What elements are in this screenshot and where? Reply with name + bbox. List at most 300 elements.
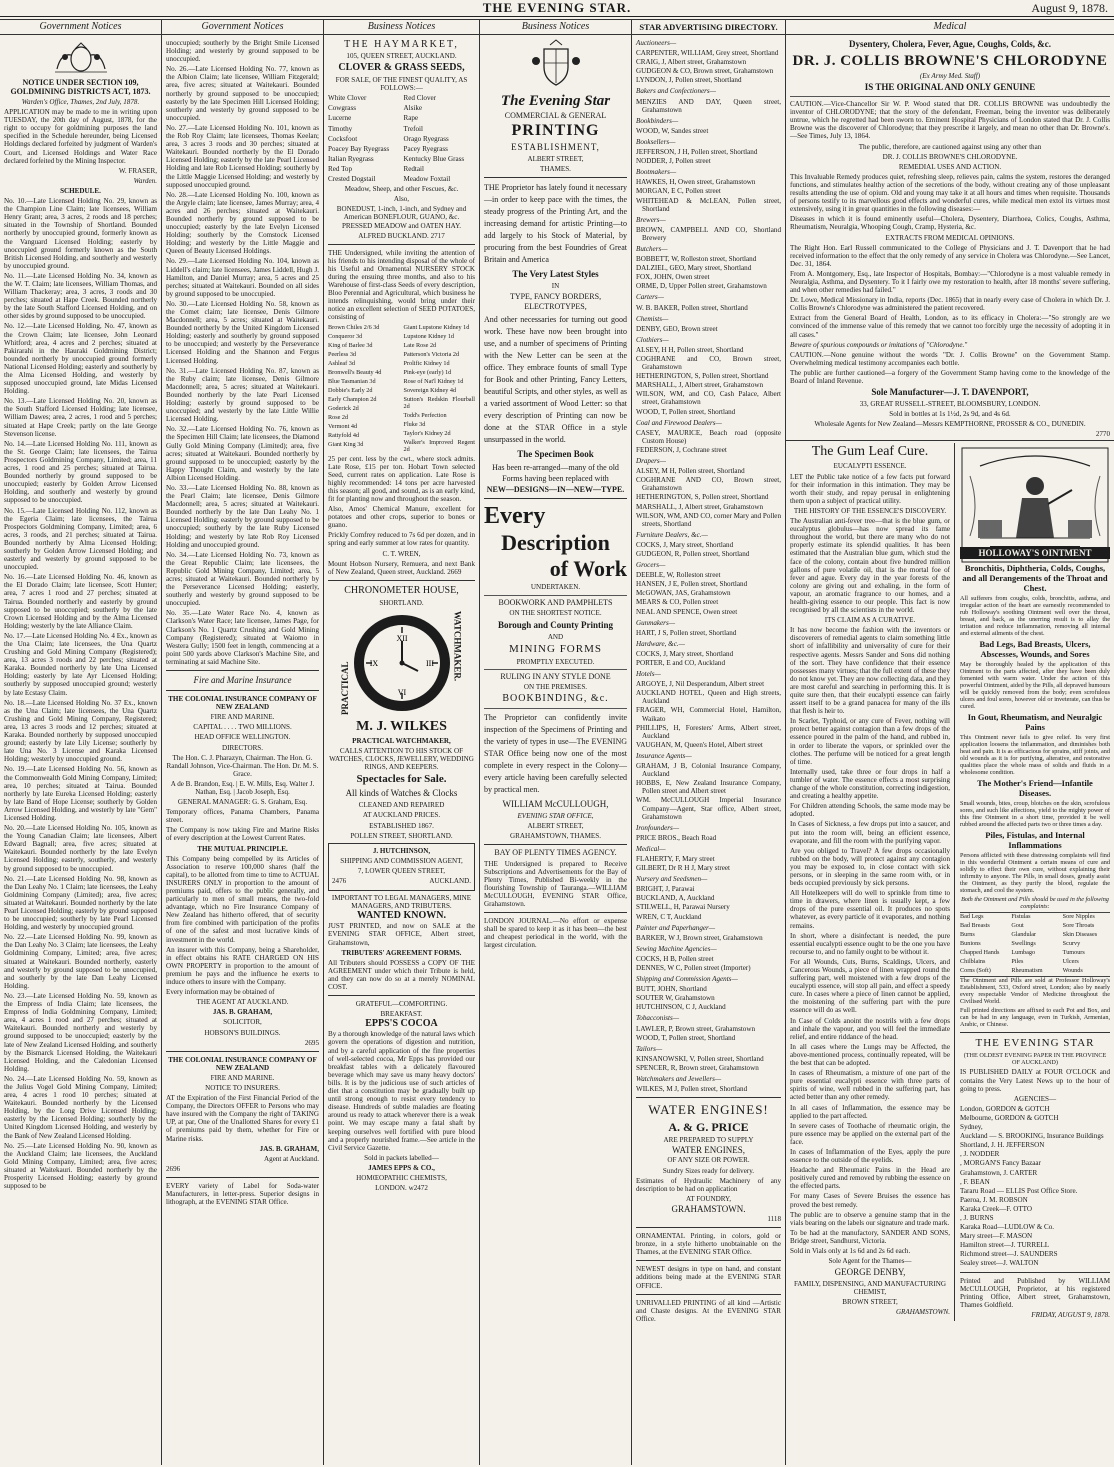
- seed-name: Cowgrass: [328, 104, 356, 113]
- seed-body-4: Prickly Comfrey reduced to 7s 6d per dozen, and in spring and early summer at low rates for quantity.: [328, 531, 475, 548]
- schedule-item: No. 19.—Late Licensed Holding No. 56, known as the Commonwealth Gold Mining Company, Limited; area, 10 perches; situated at Tairua. Bounded northerly by late Eureka Licensed Holding; easterly by late Band of Hope License; southerly by Golden Arrow Licensed Holding, and westerly by late "Gem" Licensed Holding.: [4, 765, 157, 822]
- directory-entry: MEARS & CO, Pollen street: [636, 598, 719, 607]
- complaint-item: Chilblains: [960, 958, 986, 966]
- complaint-item: Burns: [960, 931, 975, 939]
- gum-body-2: The Australian anti-fever tree—that is the blue gum, or eucalyptus globulus—has now spread its fame throughout the world, but there are many who do not properly estimate its splendid qualities. It has been estimated that the Australian blue gum, which stud the face of the colony, contain about five hundred million gallons of pure volatile oil, that is the mortal foe of fever and ague. Every day in the year forests of the colony are giving out and exhaling, in the form of vapour, an aromatic fragrance to our homes, and a health-giving essence to our people. This fact is now recognised by all the scientists in the world.: [790, 517, 950, 615]
- insurance-capital: CAPITAL . . . . TWO MILLIONS.: [193, 723, 292, 732]
- beware: Beware of spurious compounds or imitations of "Chlorodyne.": [790, 340, 968, 349]
- extract-3: Dr. Lowe, Medical Missionary in India, reports (Dec. 1865) that in nearly every case of Cholera in which Dr. J. Collis Browne's Chlorodyne was administered the patient recovered.: [790, 296, 1110, 313]
- seed-name: Rape: [403, 114, 419, 123]
- directory-entry: HANSEN, J E, Pollen street, Shortland: [636, 580, 748, 589]
- insurance-sub: FIRE AND MARINE.: [210, 713, 275, 722]
- directory-entry: DENBY, GEO, Brown street: [636, 324, 718, 333]
- directory-entry: DEEBLE, W, Rolleston street: [636, 571, 721, 580]
- directory-category: Painter and Paperhanger—: [636, 923, 716, 932]
- directory-category: Bootmakers—: [636, 168, 677, 177]
- seed-name: Trefoil: [403, 124, 423, 133]
- agency-item: , J. NODDER: [960, 1150, 1000, 1159]
- gum-leaf-ad: [790, 443, 955, 1321]
- insurance-title: THE COLONIAL INSURANCE COMPANY OF NEW ZEALAND: [168, 695, 317, 712]
- gum-body-14: In cases of Rheumatism, a mixture of one part of the pure essential eucalypti essence with three parts of spirits of wine, well rubbed in the suffering part, has acted better than any other remedy.: [790, 1069, 950, 1102]
- directory-entry: ORME, D, Upper Pollen street, Grahamstown: [636, 282, 767, 291]
- potato-item: Sutton's Redskin Flourball 2d: [403, 395, 475, 410]
- directory-entry: DENNES, W C, Pollen street (Importer): [636, 964, 751, 972]
- clock-icon: [350, 611, 454, 715]
- potato-item: Vermont 4d: [328, 422, 358, 430]
- head-office: HEAD OFFICE WELLINGTON.: [194, 733, 291, 742]
- agency-item: , J. BURNS: [960, 1213, 994, 1222]
- sole-manufacturer: Sole Manufacturer—J. T. DAVENPORT,: [871, 387, 1029, 398]
- schedule-item: No. 20.—Late Licensed Holding No. 105, known as the Young Canadian Claim; late licensees, Albert Edward Bagnall; area, five acres; situated at Waitekauri. Bounded northerly by the late Evelyn Licensed Holding; easterly, southerly, and westerly by ground supposed to be unoccupied.: [4, 824, 157, 873]
- denby-name: GEORGE DENBY,: [834, 1267, 906, 1278]
- column-medical: [786, 19, 1114, 1465]
- svg-text:VI: VI: [397, 687, 406, 697]
- directory-entry: GUDGEON & CO, Brown street, Grahamstown: [636, 67, 774, 76]
- seed-body-3: Also, Amos' Chemical Manure, excellent for potatoes and other crops, superior to bones or guano.: [328, 505, 475, 530]
- complaint-item: Gout: [1011, 922, 1024, 930]
- complaint-item: Fistulas: [1011, 913, 1031, 921]
- directory-entry: SOUTER W, Grahamstown: [636, 994, 715, 1003]
- schedule-item: No. 32.—Late Licensed Holding No. 76, known as the Specimen Hill Claim; late licensees, the Diamond Gully Gold Mining Company (Limited); area, five acres; situated at Waitekauri. Bounded northerly by ground supposed to be unoccupied; easterly by the Happy Thought Claim, and westerly by the late Albion Licensed Holding.: [166, 425, 319, 482]
- holloway-banner: HOLLOWAY'S OINTMENT: [960, 547, 1110, 559]
- agency-item: , MORGAN'S Fancy Bazaar: [960, 1159, 1041, 1168]
- cleaned: CLEANED AND REPAIRED: [358, 801, 445, 810]
- gum-body: LET the Public take notice of a few facts put forward for their information in this intimation. They may be worth their study, and repay perusal in enlightening them upon a subject of practical utility.: [790, 472, 950, 505]
- gum-body-13: In all cases where the Lungs may be Affected, the above-mentioned process, continually repeated, will be the best that can be adopted.: [790, 1042, 950, 1068]
- agent-address: HOBSON'S BUILDINGS.: [204, 1028, 281, 1037]
- extract-2: From A. Montgomery, Esq., late Inspector of Hospitals, Bombay:—"Chlorodyne is a most valuable remedy in Neuralgia, Asthma, and Dysentery. To it I fairly owe my restoration to health, after 18 months' severe suffering, and when other remedies had failed.": [790, 269, 1110, 295]
- evening-star-nameplate: The Evening Star: [500, 93, 611, 109]
- hutchinson-footer: 2476 AUCKLAND.: [332, 876, 471, 885]
- price-body-2: WATER ENGINES,: [672, 1145, 745, 1156]
- bay-of-plenty-body: THE Undersigned is prepared to Receive Subscriptions and Advertisements for the Bay of Plenty Times, Published Bi-weekly in the flourishing Township of Tauranga.—WILLIAM McCULLOUGH, EVENING STAR Office, Grahamstown.: [484, 859, 627, 908]
- directory-entry: HETHERINGTON, S, Pollen street, Shortland: [636, 372, 769, 381]
- schedule-item: unoccupied; southerly by the Bright Smile Licensed Holding; and westerly by ground supposed to be unoccupied.: [166, 39, 319, 64]
- directory-entry: GUDGEON, R, Pollen street, Shortland: [636, 549, 750, 558]
- of-work-heading: of Work: [549, 556, 627, 582]
- potato-item: Rose of Nat'l Kidney 1d: [403, 377, 464, 385]
- shortest-notice: ON THE SHORTEST NOTICE.: [509, 608, 602, 617]
- star-office: EVENING STAR OFFICE,: [517, 812, 594, 821]
- complaint-item: Ulcers: [1062, 958, 1079, 966]
- notice-body: APPLICATION may be made to me in writing upon TUESDAY, the 20th day of August, 1878, for the right to occupy for goldmining purposes the land specified in the Schedule hereunder, being Licensed Holdings declared forfeited by judgment of Warden's Court, and Licensed Holdings and Water Race declared forfeited by the Mining Inspector.: [4, 108, 157, 165]
- directory-entry: WREN, C T, Auckland: [636, 912, 702, 921]
- agency-item: London, GORDON & GOTCH: [960, 1104, 1050, 1113]
- bronchitis-body: All sufferers from coughs, colds, bronchitis, asthma, and irregular action of the heart are earnestly recommended to rub Holloway's soothing Ointment well over the throat, breast, and back, as the unerring result is to allay the irritation and reduce inflammation, removing all internal and external ailments of the chest.: [960, 595, 1110, 638]
- star-body: IS PUBLISHED DAILY at FOUR O'CLOCK and contains the Very Latest News up to the hour of going to press.: [960, 1068, 1110, 1093]
- extracts-heading: EXTRACTS FROM MEDICAL OPINIONS.: [885, 233, 1015, 242]
- insurance-title-2: THE COLONIAL INSURANCE COMPANY OF NEW ZEALAND: [168, 1055, 317, 1072]
- schedule-heading: SCHEDULE.: [60, 186, 101, 195]
- directory-entry: COGHRANE and CO, Brown street, Grahamstown: [636, 355, 781, 372]
- complaint-item: Sore Throats: [1062, 922, 1095, 930]
- agency-item: Melbourne, GORDON & GOTCH: [960, 1113, 1059, 1122]
- borough-county: Borough and County Printing: [497, 619, 614, 630]
- seed-name: Lucerne: [328, 114, 352, 123]
- bad-legs-body: May be thoroughly healed by the application of this Ointment to the parts affected, after they have been duly fomented with warm water. Under the action of this powerful Ointment, aided by the Pills, all depraved humours will be quickly removed from the body; even scrofulous ulcers and foul sores, however old or inveterate, can thus be cured.: [960, 661, 1110, 711]
- warden-signature: W. FRASER,: [118, 166, 157, 175]
- directory-category: Coal and Firewood Dealers—: [636, 418, 722, 427]
- dysentery-heading: Dysentery, Cholera, Fever, Ague, Coughs, Colds, &c.: [849, 39, 1051, 49]
- schedule-item: No. 14.—Late Licensed Holding No. 111, known as the St. George Claim; late licensees, the Tairua Prospectors Goldmining Company, Limited; area, 11 acres, 1 rood and 25 perches; situated at Tairua. Bounded northerly by ground supposed to be unoccupied; easterly by Golden Arrow Licensed Holding, and southerly and westerly by ground supposed to be unoccupied.: [4, 439, 157, 505]
- hutchinson-name: J. HUTCHINSON,: [372, 846, 431, 855]
- gum-body-4: In Scarlet, Typhoid, or any cure of Fever, nothing will protect better against contagion than a few drops of the essence poured in the palm of the hand, and rubbed in, in order to liberate the vapors, or sprinkled over the clothes. The perfume will be noticed for a great length of time.: [790, 717, 950, 766]
- epps-sold: Sold in packets labelled—: [364, 1153, 439, 1162]
- wilkes-body: CALLS ATTENTION TO HIS STOCK OF WATCHES, CLOCKS, JEWELLERY, WEDDING RINGS, AND KEEPERS.: [329, 747, 474, 772]
- agency-item: Hamilton street—J. TURRELL: [960, 1241, 1050, 1250]
- caution-2: CAUTION.—None genuine without the words "Dr. J. Collis Browne" on the Government Stamp. Overwhelming medical testimony accompanies each bottle.: [790, 350, 1110, 367]
- directory-category: Clothiers—: [636, 335, 669, 344]
- directory-entry: NODDER, J, Pollen street: [636, 157, 711, 166]
- schedule-list-2: [166, 39, 319, 666]
- directory-entry: COCKS, H B, Pollen street: [636, 954, 714, 963]
- holloway-sold: The Ointment and Pills are sold at Professor Holloway's Establishment, 533, Oxford street, London; also by nearly every respectable Vendor of Medicine throughout the Civilised World.: [960, 977, 1110, 1006]
- and: AND: [547, 632, 564, 641]
- complaint-item: Bad Breasts: [960, 922, 990, 930]
- wilkes-role: PRACTICAL WATCHMAKER,: [352, 736, 451, 745]
- seed-body-2: 25 per cent. less by the cwt., where stock admits. Late Rose, £15 per ton. Hobart Town selected Seed, current rates on application. Late Rose is highly recommended: 14 tons per acre harvested this season; all good, and sound, as is an early kind, fit for planting now and throughout the season.: [328, 454, 475, 503]
- potato-item: Patterson's Victoria 2d: [403, 350, 460, 358]
- directors-list: The Hon. C. J. Pharazyn, Chairman. The Hon. G. Randall Johnson, Vice-Chairman. The Hon. Dr. M. S. Grace.: [166, 753, 319, 778]
- potato-item: Goderick 2d: [328, 404, 359, 412]
- column-business-notices-2: [480, 19, 632, 1465]
- price-body: ARE PREPARED TO SUPPLY: [663, 1136, 754, 1145]
- complaint-item: Lumbago: [1011, 949, 1036, 957]
- schedule-item: No. 17.—Late Licensed Holding No. 4 Ex., known as the Una Claim; late licensees, the Una Quartz Crushing and Gold Mining Company (Registered); area, 13 acres 3 roods and 22 perches; situated at Karaka. Bounded northerly by late Una Licensed Holding; easterly by late Ayr Licensed Holding; southerly by supposed unoccupied ground; westerly by late Ecstasy Claim.: [4, 631, 157, 697]
- bad-legs-heading: Bad Legs, Bad Breasts, Ulcers, Abscesses, Wounds, and Sores: [979, 639, 1091, 660]
- gum-body-16: In severe cases of Toothache of rheumatic origin, the pure essence may be applied on the external part of the face.: [790, 1121, 950, 1146]
- collis-browne-heading: DR. J. COLLIS BROWNE'S CHLORODYNE: [792, 53, 1108, 69]
- price-city: GRAHAMSTOWN.: [671, 1203, 746, 1214]
- seed-name: Timothy: [328, 124, 353, 133]
- established: ESTABLISHED 1867.: [369, 821, 434, 830]
- schedule-item: No. 31.—Late Licensed Holding No. 87, known as the Ruby claim; late licensee, Denis Gilmore Macdonnell; area, 5 acres; situated at Waitekauri. Bounded northerly by the late Pearl Licensed Holding; easterly by ground supposed to be unoccupied; and westerly by the late Little Willie Licensed Holding.: [166, 366, 319, 424]
- directory-entry: DALZIEL, GEO, Mary street, Shortland: [636, 264, 752, 273]
- establishment: ESTABLISHMENT,: [511, 142, 600, 153]
- complaint-item: Tumours: [1062, 949, 1085, 957]
- schedule-item: No. 30.—Late Licensed Holding No. 58, known as the Comet claim; late licensee, Denis Gilmore Macdonnell; area, 5 acres; situated at Waitekauri. Bounded northerly by the United Kingdom Licensed Holding; easterly and southerly by ground supposed to be unoccupied; and westerly by the Perseverance Licensed Holding and the Shannon and Fergus Licensed Holding.: [166, 299, 319, 365]
- unrivalled-printing: UNRIVALLED PRINTING of all kind —Artistic and Chaste designs. At the EVENING STAR Office.: [636, 1298, 781, 1323]
- gum-body-3: It has now become the fashion with the inventors or discoverers of remedial agents to claim something little short of infallibility and universality of cure for their respective agents. Messrs Sander and Sons did nothing of the sort. They have confidence that their essence possesses many virtues; that the full extent of these they do not know yet. They are now collecting data, and they are most careful and searching in performing this. It is quite sure then, that their eucalypti essence can fairly assert itself to be a grand panacea for many of the ills that flesh is heir to.: [790, 626, 950, 716]
- notice-to-insurers: NOTICE TO INSURERS.: [205, 1083, 280, 1092]
- directory-entry: ARGOYE, J, Nil Desperandum, Albert street: [636, 680, 765, 689]
- printed-by: Printed and Published by WILLIAM McCULLOUGH, Proprietor, at his registered Printing Office, Albert street, Grahamstown, Thames Goldfield.: [960, 1276, 1110, 1309]
- breakfast: BREAKFAST.: [380, 1010, 423, 1019]
- issue-date: August 9, 1878.: [1031, 1, 1108, 15]
- potato-item: Rattyfold 4d: [328, 431, 360, 439]
- temporary-offices: Temporary offices, Panama Chambers, Panama street.: [166, 808, 319, 825]
- agent-role-2: Agent at Auckland.: [264, 1154, 319, 1163]
- directory-category: Tailors—: [636, 1044, 663, 1053]
- wilkes-name: M. J. WILKES: [356, 718, 447, 734]
- seed-name: Italian Ryegrass: [328, 154, 374, 163]
- mothers-friend-heading: The Mother's Friend—Infantile Diseases.: [977, 778, 1093, 799]
- directory-category: Booksellers—: [636, 137, 676, 146]
- potato-item: Bronwell's Beauty 4d: [328, 368, 382, 376]
- piles-heading: Piles, Fistulas, and Internal Inflammations: [985, 830, 1085, 851]
- ornamental-printing: ORNAMENTAL Printing, in colors, gold or bronze, in a style hitherto unobtainable on the Thames, at the EVENING STAR Office.: [636, 1232, 781, 1257]
- agency-item: Sealey street—J. WALTON: [960, 1259, 1039, 1268]
- potato-item: Giant King 3d: [328, 440, 364, 448]
- directory-entry: MARSHALL, J, Albert street, Grahamstown: [636, 381, 764, 390]
- directory-entry: BUCKLAND, A, Auckland: [636, 894, 715, 903]
- complaint-item: Piles: [1011, 958, 1024, 966]
- spectacles: Spectacles for Sale.: [356, 773, 447, 786]
- potato-item: Rose 2d: [328, 413, 349, 421]
- potato-item: Early Champion 2d: [328, 395, 377, 403]
- directory-entry: W. B. BAKER, Pollen street, Shortland: [636, 303, 748, 312]
- new-designs: NEW—DESIGNS—IN—NEW—TYPE.: [486, 485, 625, 495]
- schedule-item: No. 22.—Late Licensed Holding No. 99, known as the Dan Leahy No. 3 Claim; late licensees, the Leahy Goldmining Company, Limited; area, five acres; situated at Waitekauri. Bounded northerly, easterly and westerly by ground supposed to be unoccupied, and southerly by the late Dan Leahy Licensed Holding.: [4, 933, 157, 990]
- complaint-item: Bad Legs: [960, 913, 984, 921]
- directory-entry: WM. McCULLOUGH Imperial Insurance Company—Agent, Star office, Albert street, Grahamstown: [636, 796, 781, 821]
- printing-heading: PRINTING: [511, 122, 600, 140]
- in: IN: [551, 282, 560, 291]
- epps-role: HOMŒOPATHIC CHEMISTS,: [356, 1173, 447, 1182]
- wholesale-agents: Wholesale Agents for New Zealand—Messrs KEMPTHORNE, PROSSER & CO., DUNEDIN.: [814, 420, 1086, 429]
- caution-3: The public are further cautioned—a forgery of the Government Stamp having come to the knowledge of the Board of Inland Revenue.: [790, 368, 1110, 385]
- gum-body-6: For Children attending Schools, the same mode may be adopted.: [790, 802, 950, 819]
- hutchinson-address: 7, LOWER QUEEN STREET,: [357, 866, 446, 875]
- agent-name: JAS. B. GRAHAM,: [212, 1008, 273, 1017]
- seed-name: Red Top: [328, 164, 353, 173]
- star-title: THE EVENING STAR: [975, 1037, 1095, 1050]
- eucalypti: EUCALYPTI ESSENCE.: [833, 462, 907, 471]
- directory-category: Bakers and Confectioners—: [636, 87, 716, 96]
- directory-entry: WILSON, WM, and CO, Cash Palace, Albert street, Grahamstown: [636, 390, 781, 407]
- potato-item: Todd's Perfection: [403, 411, 447, 419]
- potato-item: Peerless 3d: [328, 350, 357, 358]
- chronometer-sub: SHORTLAND.: [379, 598, 424, 607]
- directory-entry: JEFFERSON, J H, Pollen street, Shortland: [636, 148, 758, 157]
- directory-entry: HART, J S, Pollen street, Shortland: [636, 628, 737, 637]
- agency-item: Auckland — S. BROOKING, Insurance Buildings: [960, 1132, 1104, 1141]
- agent-role: SOLICITOR,: [223, 1018, 262, 1027]
- directory-category: Medical—: [636, 844, 666, 853]
- gout-body: This Ointment never fails to give relief. Its very first application loosens the inflammation, and diminishes both heat and pain. It is as efficacious for sprains, stiff joints, and old wounds as it is for purifying, alterative, and restorative qualities place the whole mass of solids and fluids in a wholesome condition.: [960, 734, 1110, 777]
- commercial-general: COMMERCIAL & GENERAL: [504, 111, 607, 120]
- directory-entry: BOBBETT, W, Rolleston street, Shortland: [636, 255, 757, 264]
- epps-cocoa: EPPS'S COCOA: [365, 1018, 438, 1030]
- mutual-principle: THE MUTUAL PRINCIPLE.: [197, 844, 288, 853]
- seed-name: Poacey Bay Ryegrass: [328, 144, 390, 153]
- directory-entry: STILWELL, H, Parawai Nursery: [636, 903, 730, 912]
- gum-body-8: Are you obliged to Travel? A few drops occasionally rubbed on the body, will protect against any contagion you may be exposed to, in close contact with sick persons, or in sleeping in the same room with, or in beds occupied previously by sick persons.: [790, 846, 950, 888]
- ad-reference-2: 2696: [166, 1164, 181, 1173]
- insurance-body-4: Every information may be obtained of: [166, 988, 275, 997]
- gum-body-18: Headache and Rheumatic Pains in the Head are positively cured and removed by rubbing the essence on the effected parts.: [790, 1166, 950, 1191]
- directory-category: Auctioneers—: [636, 39, 677, 47]
- diseases: Diseases in which it is found eminently useful—Cholera, Dysentery, Diarrhoea, Colics, Coughs, Asthma, Rheumatism, Neuralgia, Whooping Cough, Cramp, Hysteria, &c.: [790, 215, 1110, 232]
- gum-body-17: In cases of Inflammation of the Eyes, apply the pure essence to the outside of the eyelids.: [790, 1147, 950, 1165]
- clock-right-label: WATCHMAKER.: [452, 610, 463, 682]
- schedule-item: No. 27.—Late Licensed Holding No. 101, known as the Rob Roy Claim; late licensees, Thomas Keelan; area, 3 acres 3 roods and 30 perches; situated at Waitekauri. Bounded northerly by the El Dorado Licensed Holding; easterly by the late Pearl Licensed Holding and late Rob Licensed Holding; southerly by the Little Maggie Licensed Holding; and westerly by supposed unoccupied ground.: [166, 123, 319, 189]
- potato-item: Ashleaf 3d: [328, 359, 355, 367]
- seed-name: Red Clover: [403, 94, 437, 103]
- complaint-item: Corns (Soft): [960, 967, 991, 975]
- seed-name: White Clover: [328, 94, 367, 103]
- army-staff: (Ex Army Med. Staff): [919, 72, 981, 80]
- description-heading: Description: [501, 530, 610, 556]
- agency-item: Tararu Road — ELLIS Post Office Store.: [960, 1186, 1078, 1195]
- coat-of-arms-emblem: [484, 39, 627, 89]
- directory-category: Bookbinders—: [636, 116, 679, 125]
- epps-body: By a thorough knowledge of the natural laws which govern the operations of digestion and nutrition, and by a careful application of the fine properties of well-selected cocoa, Mr Epps has provided our breakfast tables with a delicately flavoured beverage which may save us many heavy doctors' bills. It is by the judicious use of such articles of diet that a constitution may be gradually built up until strong enough to resist every tendency to disease. Hundreds of subtle maladies are floating around us ready to attack wherever there is a weak point. We may escape many a fatal shaft by keeping ourselves well fortified with pure blood and a properly nourished frame.—See article in the Civil Service Gazette.: [328, 1030, 475, 1152]
- wanted-body: JUST PRINTED, and now on SALE at the EVENING STAR OFFICE, Albert street, Grahamstown,: [328, 922, 475, 947]
- agency-item: Grahamstown, J. CARTER: [960, 1168, 1038, 1177]
- wren-address: Mount Hobson Nursery, Remuera, and next Bank of New Zealand, Queen street, Auckland. 2669: [328, 559, 475, 576]
- directory-entry: HOBBS, E, New Zealand Insurance Company, Pollen street and Albert street: [636, 779, 781, 796]
- ad-reference: 2695: [304, 1038, 319, 1047]
- grahamstown-thames: GRAHAMSTOWN, THAMES.: [510, 832, 601, 841]
- potato-item: Dobbie's Early 2d: [328, 386, 373, 394]
- directory-category: Hotels—: [636, 670, 661, 679]
- complaint-item: Chapped Hands: [960, 949, 1000, 957]
- directory-entry: PRICE BROS., Beach Road: [636, 833, 717, 842]
- directory-entry: WOOD, T, Pollen street, Shortland: [636, 407, 736, 416]
- svg-text:IX: IX: [369, 658, 378, 668]
- undertaken: UNDERTAKEN.: [530, 583, 581, 592]
- column-business-notices-1: [324, 19, 480, 1465]
- directory-entry: ALSEY, H H, Pollen street, Shortland: [636, 345, 744, 354]
- directory-entry: HUTCHINSON, C J, Auckland: [636, 1003, 726, 1012]
- thames: THAMES.: [540, 165, 571, 174]
- seed-list: [328, 94, 475, 185]
- buckland-signature: ALFRED BUCKLAND. 2717: [358, 231, 445, 240]
- directory-entry: GILBERT, Dr R H J, Mary street: [636, 864, 731, 873]
- directory-entry: MARSHALL, J, Albert street, Grahamstown: [636, 502, 764, 511]
- bookbinding: BOOKBINDING, &c.: [502, 693, 609, 705]
- notice-title: NOTICE UNDER SECTION 109, GOLDMINING DISTRICTS ACT, 1873.: [10, 78, 151, 96]
- general-manager: GENERAL MANAGER: G. S. Graham, Esq.: [177, 798, 308, 807]
- hutchinson-ad: [328, 843, 475, 891]
- warden-office: Warden's Office, Thames, 2nd July, 1878.: [21, 98, 140, 106]
- directory-category: Drapers—: [636, 457, 666, 466]
- potato-item: Late Rose 2d: [403, 341, 437, 349]
- agencies-heading: AGENCIES—: [1013, 1094, 1057, 1103]
- grateful: GRATEFUL—COMFORTING.: [355, 1000, 448, 1009]
- agency-item: , F. BEAN: [960, 1177, 990, 1186]
- directory-entry: MORGAN, E C, Pollen street: [636, 187, 721, 196]
- potato-item: Blue Tasmanian 3d: [328, 377, 376, 385]
- agent-heading: THE AGENT AT AUCKLAND.: [196, 998, 289, 1007]
- schedule-item: No. 33.—Late Licensed Holding No. 88, known as the Pearl Claim; late licensee, Denis Gilmore Macdonnell; area, 5 acres; situated at Waitekauri. Bounded northerly by the late Dan Leahy No. 1 Licensed Holding; easterly by ground supposed to be unoccupied; southerly by the late Ruby Licensed Holding; and westerly by late Rob Roy Licensed Holding and unoccupied ground.: [166, 483, 319, 549]
- directory-category: Shipping and Commission Agents—: [636, 975, 738, 984]
- gum-body-15: In all cases of Inflammation, the essence may be applied to the part affected.: [790, 1103, 950, 1120]
- specimen-book: The Specimen Book: [517, 449, 594, 460]
- directory-entry: WHITEHEAD & McLEAN, Pollen street, Shortland: [636, 196, 781, 213]
- directory-entry: BROWN, CAMPBELL AND CO, Shortland Brewery: [636, 225, 781, 242]
- complaints-table: [960, 912, 1110, 977]
- mccullough-name: WILLIAM McCULLOUGH,: [502, 799, 609, 810]
- medical-ref: 2770: [1095, 430, 1110, 439]
- directory-entry: GRAHAM, J B, Colonial Insurance Company, Auckland: [636, 762, 781, 779]
- gum-body-19: For many Cases of Severe Bruises the essence has proved the best remedy.: [790, 1192, 950, 1209]
- gum-body-11: For all Wounds, Cuts, Burns, Scaldings, Ulcers, and Cancerous Wounds, a piece of linen wrapped round the suffering part, well moistened with a few drops of the eucalypti essence, will stop all pain, and effect a speedy cure. In cases where a piece of linen cannot be applied, the moistening of the suffering part with the pure essence will do as well.: [790, 957, 950, 1015]
- caution-body: CAUTION.—Vice-Chancellor Sir W. P. Wood stated that DR. COLLIS BROWNE was undoubtedly the inventor of CHLORODYNE; that the story of the defendant, Freeman, being the inventor was deliberately untrue, which he regretted had been sworn to. Eminent Hospital Physicians of London stated that Dr. J. Collis Browne was the discoverer of Chlorodyne; that they prescribe it largely, and mean no other than Dr. Browne's.—See Times, July 13, 1864.: [790, 100, 1110, 141]
- agency-item: Paeroa, J. M. ROBSON: [960, 1195, 1028, 1204]
- potato-item: Taylor's Kidney 2d: [403, 429, 451, 437]
- also: Also,: [393, 195, 410, 204]
- column-heading: Government Notices: [162, 19, 323, 35]
- ruling: RULING IN ANY STYLE DONE: [500, 671, 611, 681]
- agency-item: Shortland, J. H. JEFFERSON: [960, 1141, 1045, 1150]
- column-heading: Medical: [786, 19, 1114, 35]
- directory-entry: BRIGHT, J, Parawai: [636, 885, 695, 894]
- holloway-column: [960, 443, 1110, 1321]
- complaint-item: Swellings: [1011, 940, 1036, 948]
- potato-item: King of Barlee 3d: [328, 341, 373, 349]
- remedy-action: This Invaluable Remedy produces quiet, refreshing sleep, relieves pain, calms the system, restores the deranged functions, and stimulates healthy action of the secretions of the body, without creating any of those unpleasant results attending the use of opium. Old and young may take it at all hours and times when requisite. Thousands of persons testify to its marvellous good effects and wonderful cures, while medical men extol its virtues most extensively, using it in great quantities in the following diseases:—: [790, 172, 1110, 214]
- potato-item: Walker's Improved Regent 2d: [403, 438, 475, 453]
- mining-forms: MINING FORMS: [509, 642, 602, 655]
- bottle-prices: Sold in bottles at 1s 1½d, 2s 9d, and 4s 6d.: [889, 410, 1011, 419]
- svg-text:XII: XII: [395, 633, 408, 643]
- every-heading: Every: [484, 503, 546, 530]
- only-genuine: IS THE ORIGINAL AND ONLY GENUINE: [864, 82, 1036, 93]
- claim-heading: ITS CLAIM AS A CURATIVE.: [824, 616, 916, 625]
- albert-street-2: ALBERT STREET,: [527, 822, 584, 831]
- complaint-item: Wounds: [1062, 967, 1083, 975]
- directory-entry: ALSEY, M H, Pollen street, Shortland: [636, 467, 745, 476]
- schedule-item: No. 18.—Late Licensed Holding No. 37 Ex., known as the Una Claim; late licensees, the Una Quartz Crushing and Gold Mining Company, Registered; area, 13 acres 3 roods and 12 perches; situated at Karaka. Bounded northerly by supposed unoccupied ground; easterly by late Lily License; southerly by late Una No. 3 License and Karaka Licensed Holding; westerly by unoccupied ground.: [4, 698, 157, 764]
- schedule-item: No. 35.—Late Water Race No. 4, known as Clarkson's Water Race; late licensee, James Page, for Clarkson's No. 1 Quartz Crushing and Gold Mining Company (Registered); situated at Waiomo in Westera Gully; 1500 feet in length, commencing at a point 500 yards above Clarkson's Machine Site, and terminating at said Machine Site.: [166, 609, 319, 666]
- schedule-item: No. 25.—Late Licensed Holding No. 90, known as the Auckland Claim; late licensees, the Auckland Gold Mining Company, Limited; area, five acres; situated at Waitekauri. Bounded northerly by the Prosperity Licensed Holding; easterly by ground supposed to be: [4, 1141, 157, 1191]
- column-government-notices-1: [0, 19, 162, 1465]
- public-cautioned-2: DR. J. COLLIS BROWNE'S CHLORODYNE.: [882, 152, 1018, 161]
- directory-entry: COCKS, J, Mary street, Shortland: [636, 649, 734, 658]
- directory-category: Chemists—: [636, 314, 669, 323]
- schedule-list-1: [4, 197, 157, 1190]
- directory-entry: COGHRANE AND CO, Brown street, Grahamstown: [636, 476, 781, 493]
- bookwork: BOOKWORK AND PAMPHLETS: [498, 597, 613, 607]
- piles-body: Persons afflicted with these distressing complaints will find in this wonderful Ointment a certain means of cure and solidly to effect their own cure, without explaining their infirmity to anyone. The Pills, in small doses, greatly assist the Ointment, as they purify the blood, regulate the stomach, and cool the system.: [960, 852, 1110, 895]
- bonedust: BONEDUST, 1-inch, 1-inch, and Sydney and American BONEFLOUR, GUANO, &c. PRESSED MEADOW and OATEN HAY.: [336, 205, 467, 230]
- potato-list: [328, 324, 475, 455]
- directory-entry: AUCKLAND HOTEL, Queen and High streets, Auckland: [636, 689, 781, 706]
- price-estimates: Estimates of Hydraulic Machinery of any description to be had on application: [636, 1176, 781, 1193]
- column-heading: Business Notices: [480, 19, 631, 35]
- masthead: [0, 0, 1114, 17]
- price-name: A. & G. PRICE: [668, 1120, 749, 1135]
- public-cautioned: The public, therefore, are cautioned against using any other than: [858, 142, 1042, 151]
- medical-split: [790, 443, 1110, 1321]
- gum-body-12: In Case of Colds anoint the nostrils with a few drops and inhale the vapour, and you will feel the immediate relief, and entire riddance of the head.: [790, 1016, 950, 1041]
- directory-category: Butchers—: [636, 244, 668, 253]
- gum-body-22: Sold in Vials only at 1s 6d and 2s 6d each.: [790, 1247, 911, 1255]
- schedule-item: No. 11.—Late Licensed Holding No. 34, known as the W. T. Claim; late licensees, William Thomas, and William Thackeray; area, 3 acres, 3 roods and 30 perches; situated at Hape Creek. Bounded northerly by the late South Stafford Licensed Holding, and on other sides by ground supposed to be unoccupied.: [4, 271, 157, 321]
- london-journal: LONDON JOURNAL.—No effort or expense shall be spared to keep it as it has been—the best and cheapest periodical in the world, with the largest circulation.: [484, 917, 627, 950]
- schedule-item: No. 16.—Late Licensed Holding No. 46, known as the El Dorado Claim; late licensee, Scott Hunter; area, 7 acres 1 rood and 27 perches; situated at Tairua. Bounded northerly and easterly by ground supposed to be unoccupied; southerly by the late Crown Licensed Holding and by the Alma Licensed Holding; westerly by the late Alliance Claim.: [4, 573, 157, 630]
- printing-body: THE Proprietor has lately found it necessary—in order to keep pace with the times, the steady progress of the Printing Art, and the increasing demand for artistic Printing—to add largely to his Stock of Material, by procuring from the best Foundries of Great Britain and America: [484, 183, 627, 265]
- agency-item: Sydney,: [960, 1123, 983, 1132]
- directory-entry: BUTT, JOHN, Shortland: [636, 985, 707, 994]
- extract-4: Extract from the General Board of Health, London, as to its efficacy in Cholera:—"So strongly are we convinced of the immense value of this remedy that we cannot too forcibly urge the necessity of adopting it in all cases.": [790, 314, 1110, 339]
- column-heading: Government Notices: [0, 19, 161, 35]
- directory-category: Watchmakers and Jewellers—: [636, 1075, 722, 1084]
- agent-name-2: JAS. B. GRAHAM,: [259, 1144, 319, 1153]
- haymarket-title: THE HAYMARKET,: [344, 39, 459, 50]
- at-prices: AT AUCKLAND PRICES.: [362, 811, 441, 820]
- important-notice: IMPORTANT TO LEGAL MANAGERS, MINE MANAGERS, AND TRIBUTERS.: [331, 894, 472, 911]
- specimen-body: Has been re-arranged—many of the old Forms having been replaced with: [492, 463, 619, 484]
- type-borders: TYPE, FANCY BORDERS, ELECTROTYPES,: [509, 292, 602, 312]
- sole-agent-thames: Sole Agent for the Thames—: [828, 1257, 912, 1266]
- pollen-street: POLLEN STREET, SHORTLAND.: [350, 831, 453, 840]
- directory-entry: PORTER, E and CO, Auckland: [636, 659, 726, 667]
- directory-category: Insurance Agents—: [636, 751, 692, 760]
- directory-entry: NEAL AND SPENCE, Owen street: [636, 607, 738, 616]
